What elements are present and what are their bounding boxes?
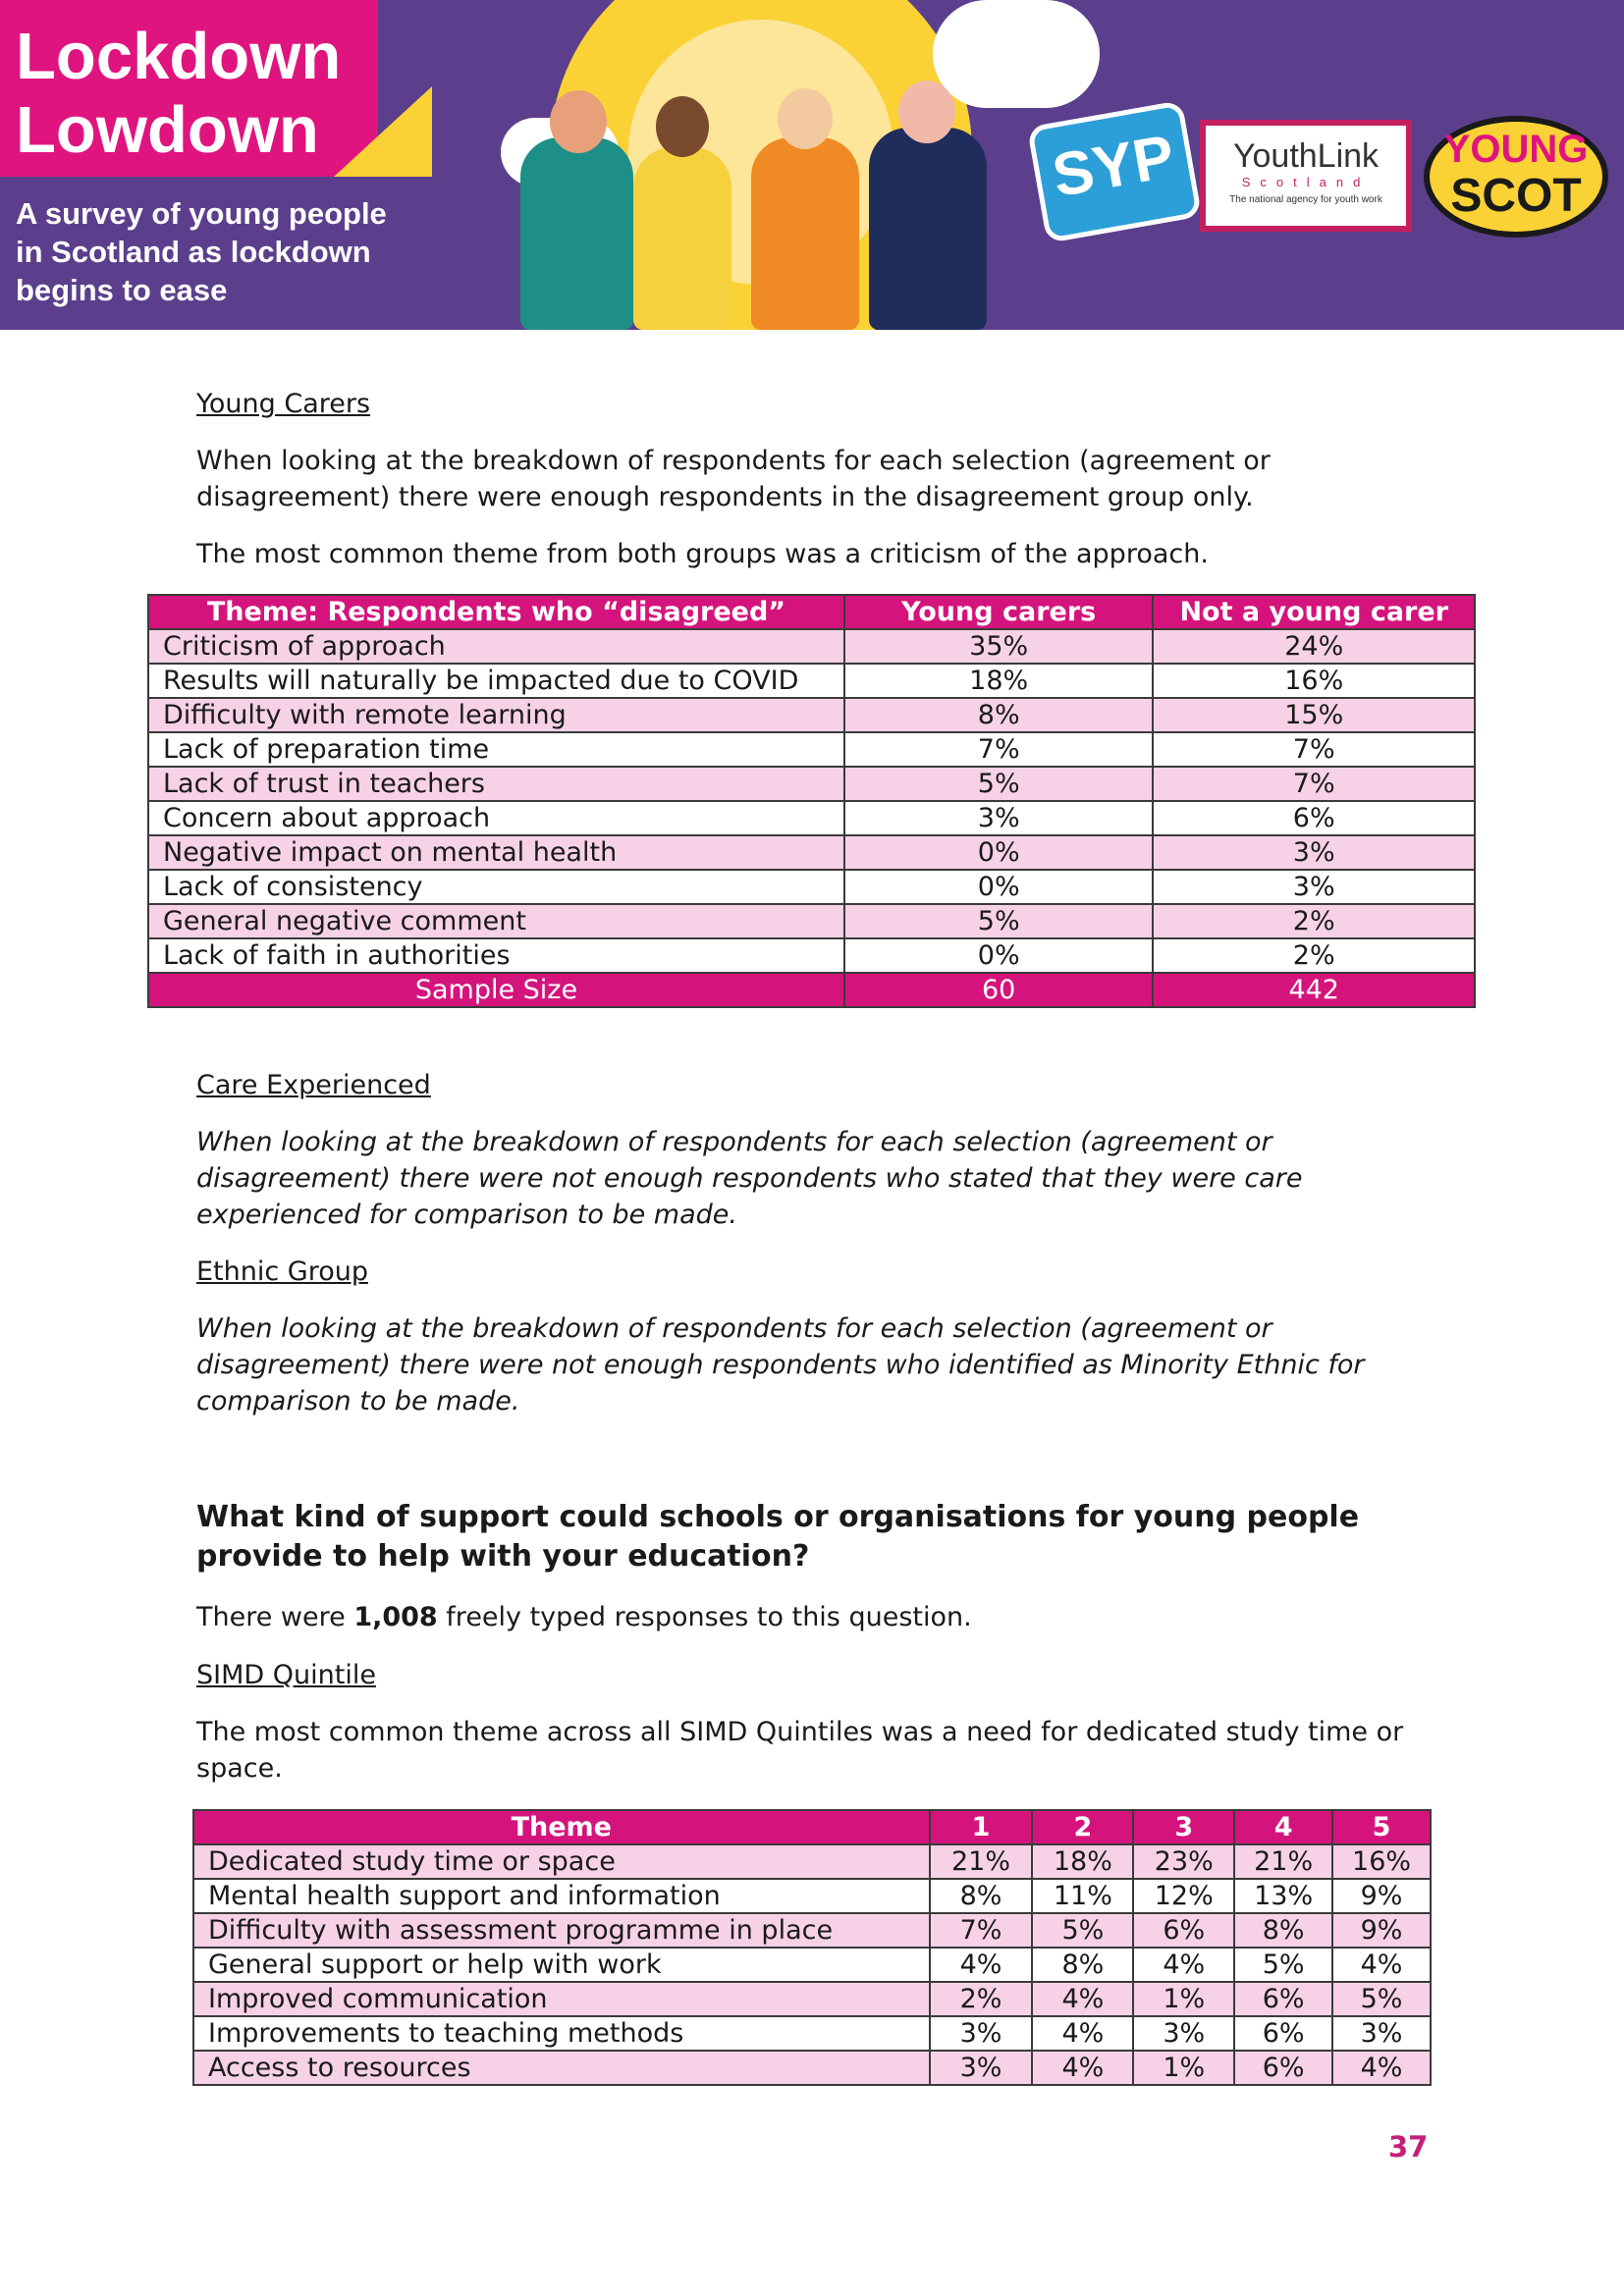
person-illustration (751, 137, 859, 330)
table-cell: 2% (930, 1982, 1033, 2016)
table-cell: Lack of preparation time (148, 732, 844, 767)
table-cell: Dedicated study time or space (193, 1844, 930, 1879)
table-cell: 8% (1234, 1913, 1332, 1948)
page-number: 37 (1388, 2130, 1429, 2163)
table-cell: 13% (1234, 1879, 1332, 1913)
table-row (148, 629, 1475, 664)
person-illustration (633, 147, 731, 330)
table-row (193, 1879, 1431, 1913)
youngscot-logo (1424, 116, 1608, 238)
table-header-cell: 1 (930, 1810, 1033, 1844)
table-cell: 6% (1153, 801, 1475, 835)
table-cell: Negative impact on mental health (148, 835, 844, 870)
table-cell: 7% (1153, 767, 1475, 801)
table-cell: 6% (1234, 1982, 1332, 2016)
ethnic-group-paragraph: When looking at the breakdown of respondents for each selection (agreement or disagreement) there were not enough respondents who identified as Minority Ethnic for comparison to be made. (196, 1313, 1365, 1416)
table-cell: 4% (1332, 2051, 1431, 2085)
table-cell: 7% (930, 1913, 1033, 1948)
header-banner (0, 0, 1624, 330)
table-footer-row (148, 973, 1475, 1007)
table-cell: 3% (930, 2051, 1033, 2085)
table-cell: 18% (844, 664, 1154, 698)
table-cell: 16% (1153, 664, 1475, 698)
table-header-cell: 5 (1332, 1810, 1431, 1844)
responses-count: 1,008 (353, 1602, 438, 1632)
youthlink-logo-name: YouthLink (1232, 137, 1380, 175)
person-head-illustration (898, 80, 955, 143)
youthlink-logo (1200, 120, 1412, 232)
person-head-illustration (656, 96, 709, 157)
table-header-cell: Theme: Respondents who “disagreed” (148, 595, 844, 629)
banner-subtitle-line1: A survey of young people (16, 196, 387, 231)
banner-subtitle-line3: begins to ease (16, 273, 228, 307)
table-cell: 3% (1332, 2016, 1431, 2051)
table-cell: 1% (1133, 2051, 1234, 2085)
young-carers-paragraph-1: When looking at the breakdown of respondents for each selection (agreement or disagreement) there were enough respondents in the disagreement group only. (196, 446, 1271, 512)
support-question-heading: What kind of support could schools or organisations for young people provide to help with your education? (196, 1500, 1360, 1574)
table-cell: 9% (1332, 1913, 1431, 1948)
table-cell: Improvements to teaching methods (193, 2016, 930, 2051)
table-header-row (148, 595, 1475, 629)
table-cell: 21% (930, 1844, 1033, 1879)
table-cell: 15% (1153, 698, 1475, 732)
care-experienced-paragraph: When looking at the breakdown of respondents for each selection (agreement or disagreement) there were not enough respondents who stated that they were care experienced for comparison to be made. (196, 1127, 1303, 1230)
table-cell: 3% (844, 801, 1154, 835)
table-cell: 21% (1234, 1844, 1332, 1879)
table-header-cell: 3 (1133, 1810, 1234, 1844)
table-header-row (193, 1810, 1431, 1844)
simd-paragraph: The most common theme across all SIMD Quintiles was a need for dedicated study time or space. (196, 1717, 1404, 1784)
table-cell: 3% (1133, 2016, 1234, 2051)
table-cell: 6% (1234, 2051, 1332, 2085)
table-cell: Difficulty with remote learning (148, 698, 844, 732)
table-cell: Concern about approach (148, 801, 844, 835)
title-accent-triangle (334, 86, 432, 177)
banner-subtitle-line2: in Scotland as lockdown (16, 235, 371, 269)
table-cell: Access to resources (193, 2051, 930, 2085)
table-cell: 4% (1032, 1982, 1133, 2016)
youngscot-logo-bottom: SCOT (1450, 170, 1582, 222)
title-box (0, 0, 378, 177)
table-cell: 4% (1032, 2051, 1133, 2085)
youthlink-logo-tagline: The national agency for youth work (1229, 194, 1382, 205)
table-cell: 7% (1153, 732, 1475, 767)
ethnic-group-heading: Ethnic Group (196, 1256, 368, 1287)
table-cell: 35% (844, 629, 1154, 664)
table-row (148, 801, 1475, 835)
table-row (148, 870, 1475, 904)
table-cell: 60 (844, 973, 1154, 1007)
table-cell: Sample Size (148, 973, 844, 1007)
table-cell: 1% (1133, 1982, 1234, 2016)
young-carers-heading: Young Carers (196, 389, 371, 419)
table-row (193, 1948, 1431, 1982)
table-cell: Lack of consistency (148, 870, 844, 904)
table-cell: Improved communication (193, 1982, 930, 2016)
table-cell: Difficulty with assessment programme in place (193, 1913, 930, 1948)
table-header-cell: Young carers (844, 595, 1154, 629)
table-cell: Results will naturally be impacted due to COVID (148, 664, 844, 698)
table-cell: 0% (844, 835, 1154, 870)
table-cell: Criticism of approach (148, 629, 844, 664)
table-row (148, 904, 1475, 938)
table-cell: 5% (1032, 1913, 1133, 1948)
table-cell: 3% (1153, 835, 1475, 870)
table-cell: 8% (844, 698, 1154, 732)
table-cell: 8% (1032, 1948, 1133, 1982)
table-cell: 5% (1234, 1948, 1332, 1982)
table-cell: General support or help with work (193, 1948, 930, 1982)
responses-prefix: There were (196, 1602, 354, 1632)
person-illustration (869, 128, 987, 330)
simd-heading: SIMD Quintile (196, 1660, 376, 1690)
cloud-illustration (933, 0, 1100, 108)
youthlink-logo-sub: Scotland (1241, 175, 1371, 189)
table-row (148, 767, 1475, 801)
table-row (193, 1913, 1431, 1948)
banner-title-line1: Lockdown (16, 20, 342, 93)
table-cell: 8% (930, 1879, 1033, 1913)
table-cell: Mental health support and information (193, 1879, 930, 1913)
table-cell: 12% (1133, 1879, 1234, 1913)
table-cell: 0% (844, 938, 1154, 973)
table-header-cell: Not a young carer (1153, 595, 1475, 629)
table-cell: 7% (844, 732, 1154, 767)
table-row (193, 2051, 1431, 2085)
table-header-cell: 4 (1234, 1810, 1332, 1844)
person-illustration (520, 137, 633, 330)
table-cell: 3% (1153, 870, 1475, 904)
youngscot-logo-top: YOUNG (1443, 128, 1589, 171)
table-cell: 11% (1032, 1879, 1133, 1913)
table-cell: 23% (1133, 1844, 1234, 1879)
table-cell: 5% (1332, 1982, 1431, 2016)
table-cell: 2% (1153, 938, 1475, 973)
table-cell: 442 (1153, 973, 1475, 1007)
table-row (193, 1982, 1431, 2016)
table-cell: Lack of faith in authorities (148, 938, 844, 973)
young-carers-paragraph-2: The most common theme from both groups was a criticism of the approach. (196, 539, 1209, 569)
table-cell: 4% (930, 1948, 1033, 1982)
table-header-cell: Theme (193, 1810, 930, 1844)
table-header-cell: 2 (1032, 1810, 1133, 1844)
young-carers-table (147, 594, 1476, 1008)
syp-logo: SYP (1027, 100, 1202, 243)
table-cell: 16% (1332, 1844, 1431, 1879)
table-cell: 9% (1332, 1879, 1431, 1913)
table-cell: 3% (930, 2016, 1033, 2051)
simd-table (192, 1809, 1432, 2086)
table-cell: Lack of trust in teachers (148, 767, 844, 801)
table-cell: 5% (844, 767, 1154, 801)
table-row (148, 664, 1475, 698)
table-row (193, 2016, 1431, 2051)
table-row (148, 698, 1475, 732)
responses-suffix: freely typed responses to this question. (437, 1602, 972, 1632)
table-cell: General negative comment (148, 904, 844, 938)
table-cell: 2% (1153, 904, 1475, 938)
table-cell: 5% (844, 904, 1154, 938)
table-row (148, 835, 1475, 870)
table-cell: 18% (1032, 1844, 1133, 1879)
support-responses-line (196, 1599, 1434, 1635)
care-experienced-heading: Care Experienced (196, 1070, 431, 1100)
table-cell: 6% (1133, 1913, 1234, 1948)
table-cell: 0% (844, 870, 1154, 904)
table-row (148, 732, 1475, 767)
table-cell: 4% (1133, 1948, 1234, 1982)
person-head-illustration (778, 88, 833, 149)
table-cell: 4% (1332, 1948, 1431, 1982)
table-cell: 4% (1032, 2016, 1133, 2051)
table-row (148, 938, 1475, 973)
banner-title-line2: Lowdown (16, 93, 319, 167)
table-row (193, 1844, 1431, 1879)
person-head-illustration (550, 90, 607, 153)
table-cell: 6% (1234, 2016, 1332, 2051)
table-cell: 24% (1153, 629, 1475, 664)
